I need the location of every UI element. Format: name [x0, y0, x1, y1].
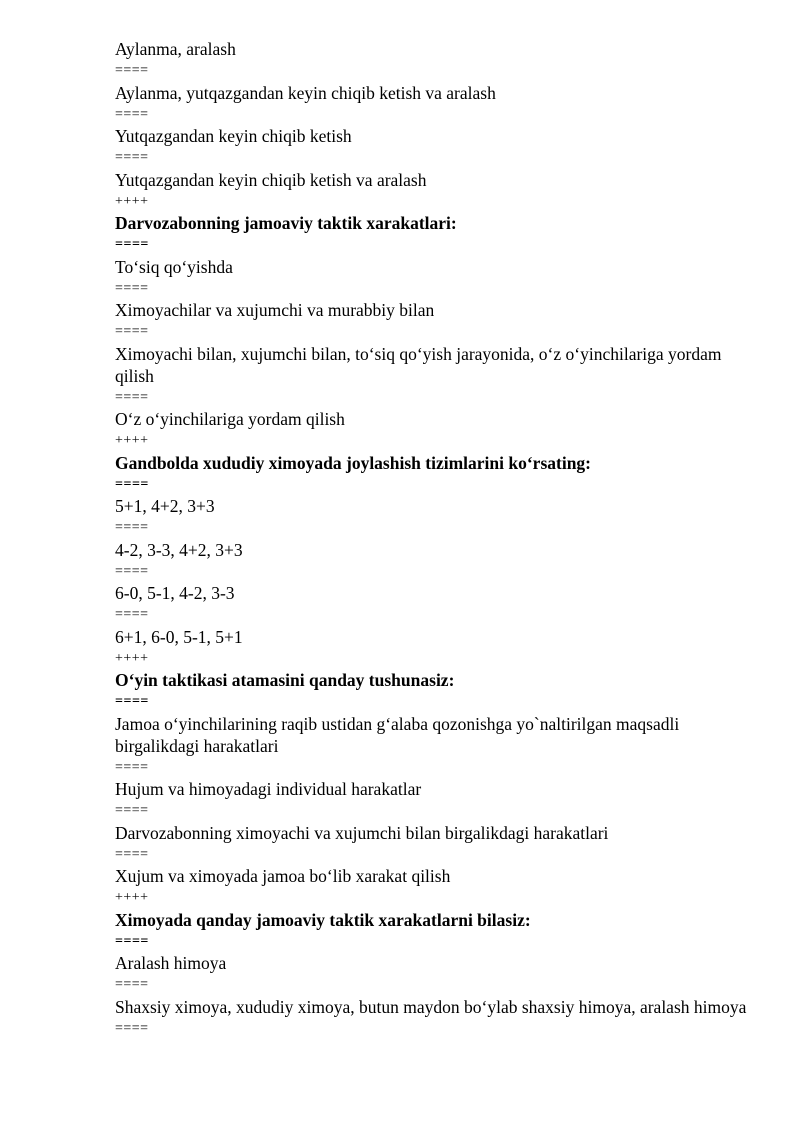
- answer-option: Hujum va himoyadagi individual harakatlar: [115, 779, 422, 799]
- document-body: [115, 38, 755, 1039]
- separator: ====: [115, 759, 149, 775]
- answer-option: Yutqazgandan keyin chiqib ketish va aralash: [115, 169, 427, 190]
- separator: ====: [115, 933, 149, 949]
- separator: ====: [115, 694, 149, 709]
- separator: ++++: [115, 193, 149, 209]
- answer-option: 6+1, 6-0, 5-1, 5+1: [115, 626, 243, 647]
- answer-option: Aylanma, yutqazgandan keyin chiqib ketish va aralash: [115, 82, 496, 103]
- separator: ====: [115, 324, 149, 339]
- separator: ====: [115, 150, 149, 165]
- answer-option: Ximoyachi bilan, xujumchi bilan, to‘siq qo‘yish jarayonida, o‘z o‘yinchilariga yordam qilish: [115, 343, 722, 386]
- separator: ====: [115, 280, 149, 296]
- separator: ====: [115, 977, 149, 992]
- answer-option: O‘z o‘yinchilariga yordam qilish: [115, 409, 345, 429]
- answer-option: Yutqazgandan keyin chiqib ketish: [115, 126, 352, 146]
- separator: ====: [115, 803, 149, 818]
- separator: ++++: [115, 890, 149, 905]
- question-heading: Gandbolda xududiy ximoyada joylashish tizimlarini ko‘rsating:: [115, 452, 592, 473]
- separator: ====: [115, 389, 149, 405]
- question-heading: Ximoyada qanday jamoaviy taktik xarakatlarni bilasiz:: [115, 909, 531, 930]
- separator: ====: [115, 846, 149, 862]
- separator: ====: [115, 1020, 149, 1036]
- answer-option: Ximoyachilar va xujumchi va murabbiy bilan: [115, 300, 435, 320]
- separator: ++++: [115, 433, 149, 448]
- separator: ++++: [115, 650, 149, 666]
- answer-option: 6-0, 5-1, 4-2, 3-3: [115, 583, 235, 603]
- question-heading: Darvozabonning jamoaviy taktik xarakatlari:: [115, 213, 457, 233]
- separator: ====: [115, 63, 149, 78]
- separator: ====: [115, 106, 149, 122]
- separator: ====: [115, 237, 149, 252]
- answer-option: Shaxsiy ximoya, xududiy ximoya, butun maydon bo‘ylab shaxsiy himoya, aralash himoya: [115, 996, 747, 1017]
- answer-option: Aralash himoya: [115, 953, 227, 973]
- question-heading: O‘yin taktikasi atamasini qanday tushunasiz:: [115, 670, 455, 690]
- separator: ====: [115, 607, 149, 622]
- separator: ====: [115, 476, 149, 492]
- answer-option: 4-2, 3-3, 4+2, 3+3: [115, 539, 243, 560]
- answer-option: Jamoa o‘yinchilarining raqib ustidan g‘alaba qozonishga yo`naltirilgan maqsadli birgalikdagi harakatlari: [115, 713, 680, 756]
- answer-option: Darvozabonning ximoyachi va xujumchi bilan birgalikdagi harakatlari: [115, 822, 609, 843]
- separator: ====: [115, 563, 149, 579]
- answer-option: 5+1, 4+2, 3+3: [115, 496, 215, 516]
- answer-option: Xujum va ximoyada jamoa bo‘lib xarakat qilish: [115, 866, 451, 886]
- answer-option: To‘siq qo‘yishda: [115, 256, 233, 277]
- separator: ====: [115, 520, 149, 535]
- answer-option: Aylanma, aralash: [115, 39, 236, 59]
